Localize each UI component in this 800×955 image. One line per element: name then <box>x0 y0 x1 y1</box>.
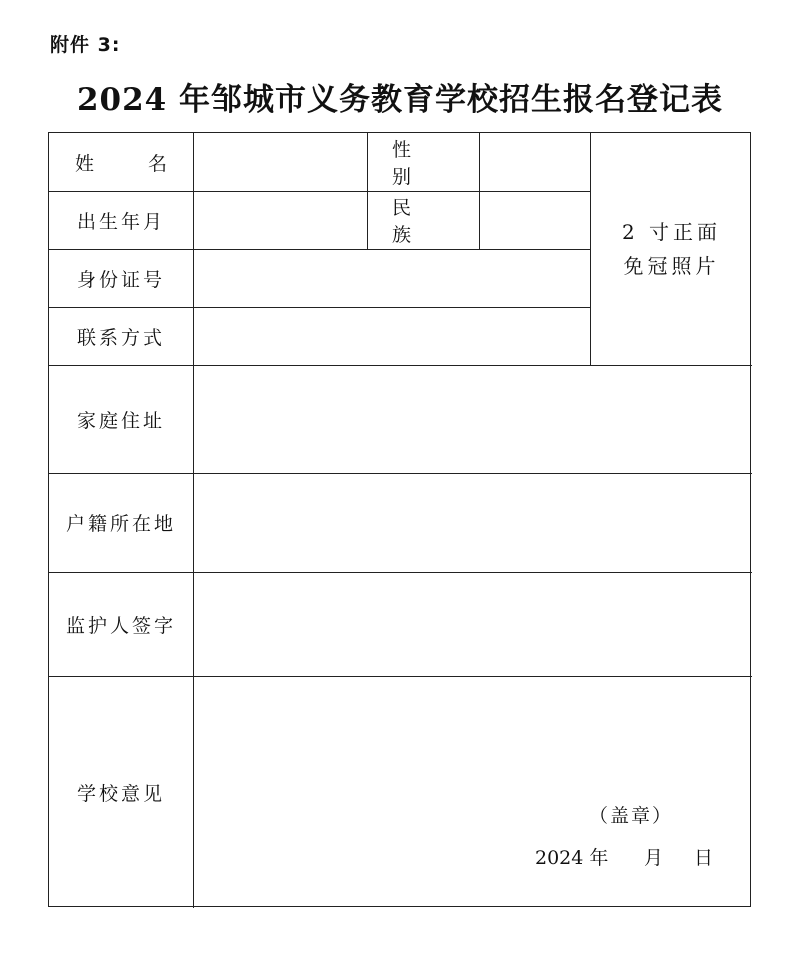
ethnicity-field[interactable] <box>480 191 590 249</box>
photo-instruction-line1: 2 寸正面 <box>621 220 722 244</box>
opinion-day: 日 <box>694 847 714 869</box>
id-number-field[interactable] <box>194 249 590 307</box>
gender-label: 性 别 <box>392 139 436 188</box>
id-number-label: 身份证号 <box>76 268 165 291</box>
photo-instruction-line2: 免冠照片 <box>623 254 720 278</box>
seal-label: （盖章） <box>589 805 674 827</box>
form-title: 2024 年邹城市义务教育学校招生报名登记表 <box>76 82 724 118</box>
gender-field[interactable] <box>480 133 590 191</box>
school-opinion-label: 学校意见 <box>76 782 165 805</box>
home-address-field[interactable] <box>194 365 752 473</box>
birth-date-field[interactable] <box>194 191 367 249</box>
household-registration-label: 户籍所在地 <box>65 513 176 535</box>
contact-field[interactable] <box>194 307 590 365</box>
household-registration-field[interactable] <box>194 473 752 572</box>
guardian-signature-field[interactable] <box>194 572 752 676</box>
attachment-label: 附件 3: <box>50 34 121 56</box>
home-address-label: 家庭住址 <box>76 409 165 432</box>
birth-date-label: 出生年月 <box>76 210 165 233</box>
opinion-year: 2024 年 <box>535 847 609 869</box>
ethnicity-label: 民 族 <box>392 197 436 246</box>
opinion-month: 月 <box>644 847 664 869</box>
name-field[interactable] <box>194 133 367 191</box>
name-label: 姓 名 <box>74 152 192 175</box>
guardian-signature-label: 监护人签字 <box>65 614 176 637</box>
contact-label: 联系方式 <box>76 326 165 349</box>
registration-form-table <box>48 132 751 907</box>
photo-box <box>591 133 752 365</box>
school-opinion-field[interactable] <box>194 676 752 908</box>
